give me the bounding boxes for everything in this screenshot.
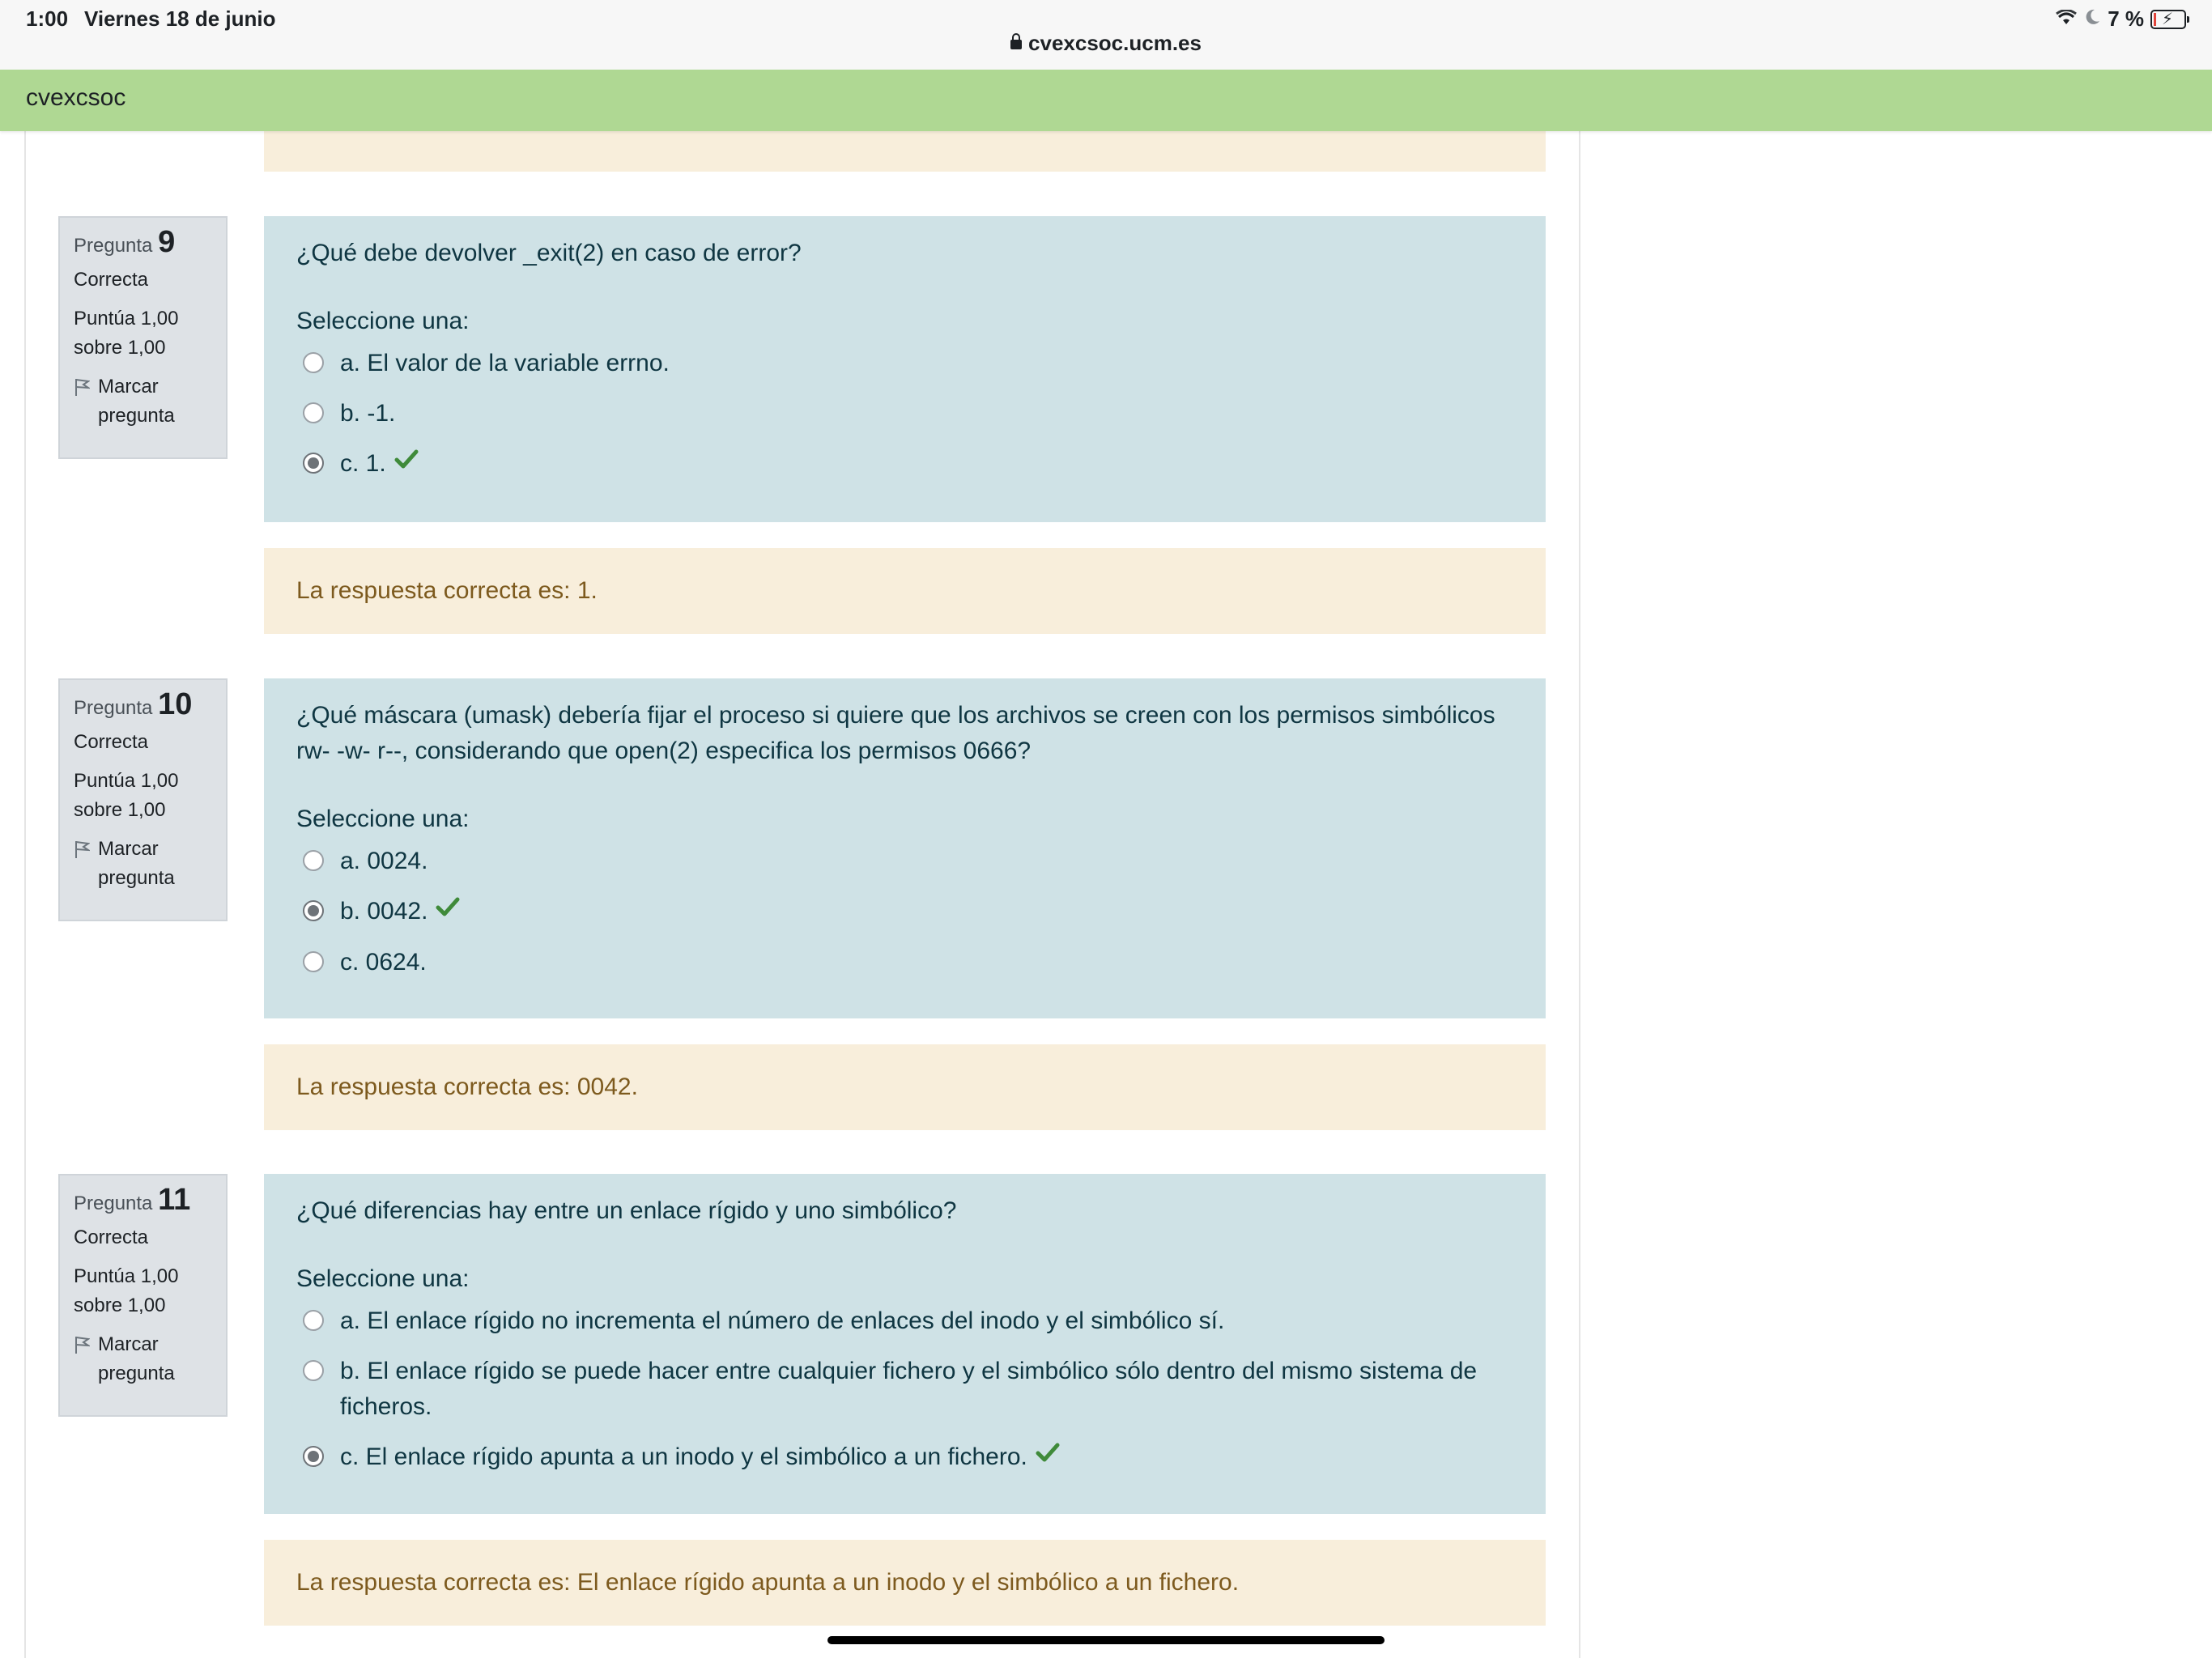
question-state: Correcta xyxy=(74,731,149,753)
radio-button[interactable] xyxy=(303,352,324,373)
answer-option[interactable]: b. 0042. xyxy=(296,894,1513,930)
question-label: Pregunta xyxy=(74,697,153,719)
status-bar xyxy=(0,0,2212,70)
answer-prompt: Seleccione una: xyxy=(296,1265,470,1292)
status-indicators xyxy=(2056,6,2186,32)
question-info xyxy=(58,678,228,921)
flag-icon xyxy=(74,840,90,859)
question-info xyxy=(58,1174,228,1417)
radio-button-selected[interactable] xyxy=(303,1446,324,1467)
answer-prompt: Seleccione una: xyxy=(296,806,470,832)
question-label: Pregunta xyxy=(74,1192,153,1214)
address-bar[interactable] xyxy=(0,31,2212,56)
flag-question-button[interactable]: Marcar pregunta xyxy=(74,372,212,431)
correct-answer-feedback: La respuesta correcta es: 0042. xyxy=(264,1044,1546,1130)
question-grade: Puntúa 1,00 sobre 1,00 xyxy=(74,1265,179,1316)
question-text: ¿Qué debe devolver _exit(2) en caso de error? xyxy=(296,240,802,266)
answer-option[interactable]: a. El enlace rígido no incrementa el número de enlaces del inodo y el simbólico sí. xyxy=(296,1303,1513,1339)
question-text: ¿Qué diferencias hay entre un enlace rígido y uno simbólico? xyxy=(296,1197,957,1224)
question-label: Pregunta xyxy=(74,235,153,257)
site-name[interactable]: cvexcsoc xyxy=(26,84,126,111)
correct-answer-feedback: La respuesta correcta es: 1. xyxy=(264,548,1546,634)
site-header xyxy=(0,70,2212,131)
battery-icon: ⚡ xyxy=(2150,10,2186,29)
answer-option[interactable]: a. 0024. xyxy=(296,844,1513,879)
radio-button-selected[interactable] xyxy=(303,900,324,921)
question-state: Correcta xyxy=(74,1226,149,1248)
flag-icon xyxy=(74,1335,90,1354)
radio-button[interactable] xyxy=(303,850,324,871)
answer-prompt: Seleccione una: xyxy=(296,308,470,334)
question-text: ¿Qué máscara (umask) debería fijar el proceso si quiere que los archivos se creen con los permisos simbólicos rw- -w- r--, considerando que open(2) especifica los permisos 0666? xyxy=(296,702,1495,764)
flag-question-button[interactable]: Marcar pregunta xyxy=(74,1330,212,1388)
radio-button[interactable] xyxy=(303,1310,324,1331)
question-info xyxy=(58,216,228,459)
answer-option[interactable]: c. El enlace rígido apunta a un inodo y el simbólico a un fichero. xyxy=(296,1439,1513,1476)
home-indicator[interactable] xyxy=(827,1636,1385,1644)
question-number: 11 xyxy=(158,1183,191,1217)
question-grade: Puntúa 1,00 sobre 1,00 xyxy=(74,308,179,359)
flag-icon xyxy=(74,377,90,397)
correct-answer-feedback: La respuesta correcta es: El enlace rígido apunta a un inodo y el simbólico a un fichero. xyxy=(264,1540,1546,1626)
status-time: 1:00 xyxy=(26,6,69,31)
question-number: 10 xyxy=(158,687,193,721)
flag-question-button[interactable]: Marcar pregunta xyxy=(74,835,212,893)
answer-option[interactable]: b. El enlace rígido se puede hacer entre cualquier fichero y el simbólico sólo dentro del mismo sistema de ficheros. xyxy=(296,1354,1513,1425)
answer-option[interactable]: a. El valor de la variable errno. xyxy=(296,346,1513,381)
question-formulation xyxy=(264,1174,1546,1514)
correct-check-icon xyxy=(436,892,460,928)
correct-check-icon xyxy=(394,444,419,480)
moon-icon xyxy=(2083,6,2101,32)
radio-button-selected[interactable] xyxy=(303,453,324,474)
battery-percent: 7 % xyxy=(2108,6,2144,31)
status-date: Viernes 18 de junio xyxy=(84,6,276,31)
question-grade: Puntúa 1,00 sobre 1,00 xyxy=(74,770,179,821)
url-text: cvexcsoc.ucm.es xyxy=(1028,31,1202,55)
lock-icon xyxy=(1010,40,1022,49)
wifi-icon xyxy=(2056,6,2077,32)
question-formulation xyxy=(264,216,1546,522)
answer-option[interactable]: c. 1. xyxy=(296,446,1513,483)
previous-question-feedback xyxy=(264,131,1546,172)
question-state: Correcta xyxy=(74,269,149,291)
radio-button[interactable] xyxy=(303,402,324,423)
answer-option[interactable]: b. -1. xyxy=(296,396,1513,432)
question-number: 9 xyxy=(158,225,176,259)
answer-option[interactable]: c. 0624. xyxy=(296,945,1513,980)
radio-button[interactable] xyxy=(303,951,324,972)
question-formulation xyxy=(264,678,1546,1018)
radio-button[interactable] xyxy=(303,1360,324,1381)
correct-check-icon xyxy=(1036,1438,1060,1473)
